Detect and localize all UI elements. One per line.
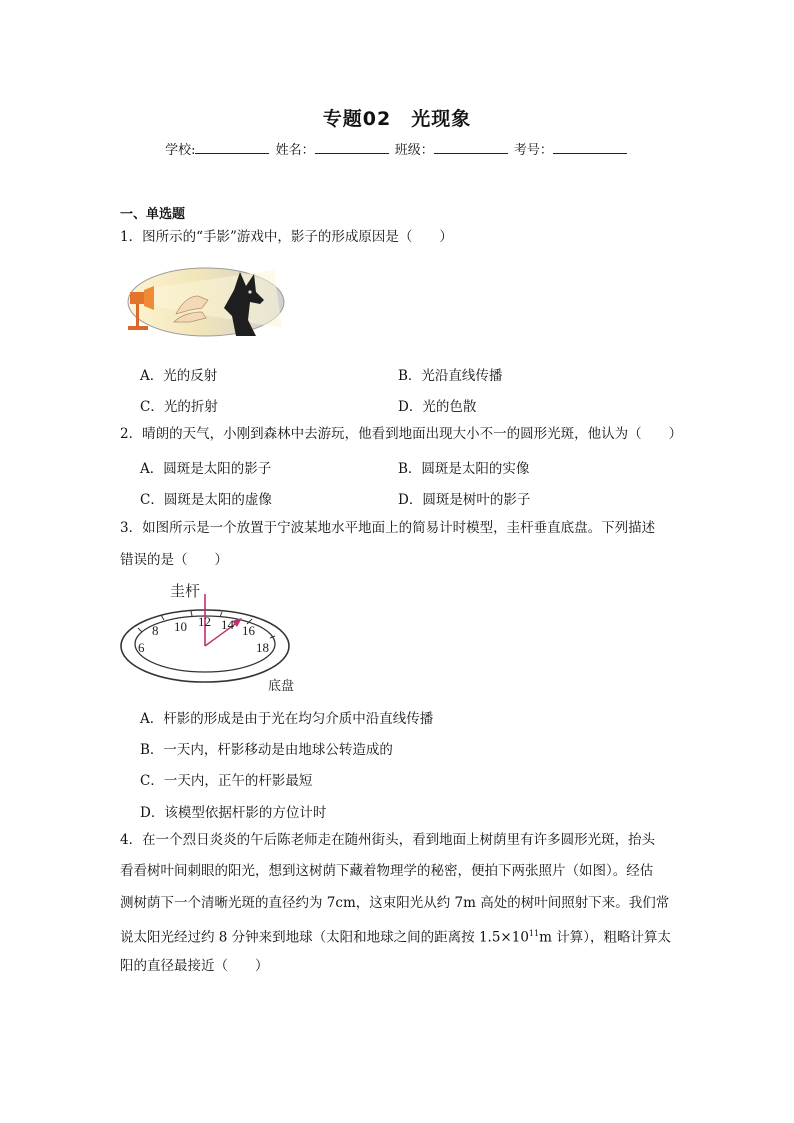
question-4-line-2: 看看树叶间刺眼的阳光，想到这树荫下藏着物理学的秘密，便拍下两张照片（如图）。经估 <box>120 863 654 879</box>
class-label: 班级： <box>394 143 434 158</box>
hour-label: 8 <box>152 623 159 638</box>
hour-label: 12 <box>198 614 211 629</box>
q3-option-d[interactable]: D．该模型依据杆影的方位计时 <box>140 805 327 821</box>
hour-label: 10 <box>174 619 187 634</box>
hour-label: 18 <box>256 640 269 655</box>
q1-option-b[interactable]: B．光沿直线传播 <box>398 368 503 384</box>
section-heading: 一、单选题 <box>120 207 186 222</box>
name-label: 姓名： <box>275 143 315 158</box>
hour-label: 6 <box>138 640 145 655</box>
q2-option-d[interactable]: D．圆斑是树叶的影子 <box>398 492 531 508</box>
q3-option-c[interactable]: C．一天内，正午的杆影最短 <box>140 773 313 789</box>
q4-exponent: 11 <box>528 929 540 938</box>
q4-line-4-text-b: m 计算），粗略计算太 <box>539 929 671 946</box>
q2-option-a[interactable]: A．圆斑是太阳的影子 <box>140 461 272 477</box>
q2-option-b[interactable]: B．圆斑是太阳的实像 <box>398 461 530 477</box>
question-2-text: 2．晴朗的天气，小刚到森林中去游玩，他看到地面出现大小不一的圆形光斑，他认为（ ） <box>120 426 683 442</box>
school-blank[interactable] <box>195 141 269 154</box>
q3-option-b[interactable]: B．一天内，杆影移动是由地球公转造成的 <box>140 742 393 758</box>
q2-option-c[interactable]: C．圆斑是太阳的虚像 <box>140 492 272 508</box>
pole-label: 圭杆 <box>170 582 201 600</box>
hand-shadow-image <box>124 266 286 342</box>
base-label: 底盘 <box>268 679 295 694</box>
name-blank[interactable] <box>315 141 389 154</box>
hour-label: 14 <box>221 617 234 632</box>
hour-label: 16 <box>242 623 255 638</box>
question-1-text: 1．图所示的“手影”游戏中，影子的形成原因是（ ） <box>120 229 453 245</box>
question-3-line-1: 3．如图所示是一个放置于宁波某地水平地面上的简易计时模型，圭杆垂直底盘。下列描述 <box>120 520 656 536</box>
question-4-line-4 <box>120 921 680 951</box>
school-label: 学校: <box>165 143 196 158</box>
page-title: 专题02 光现象 <box>322 108 472 130</box>
q1-option-a[interactable]: A．光的反射 <box>140 368 218 384</box>
sundial-diagram <box>118 580 318 696</box>
q1-option-c[interactable]: C．光的折射 <box>140 399 218 415</box>
question-3-line-2: 错误的是（ ） <box>120 552 228 568</box>
student-info-line <box>0 139 794 158</box>
question-4-line-5: 阳的直径最接近（ ） <box>120 958 269 974</box>
q3-option-a[interactable]: A．杆影的形成是由于光在均匀介质中沿直线传播 <box>140 711 434 727</box>
number-blank[interactable] <box>553 141 627 154</box>
question-4-line-1: 4．在一个烈日炎炎的午后陈老师走在随州街头，看到地面上树荫里有许多圆形光斑，抬头 <box>120 832 656 848</box>
q4-line-4-text-a: 说太阳光经过约 8 分钟来到地球（太阳和地球之间的距离按 1.5×10 <box>120 929 529 946</box>
class-blank[interactable] <box>434 141 508 154</box>
question-4-line-3: 测树荫下一个清晰光斑的直径约为 7cm，这束阳光从约 7m 高处的树叶间照射下来。我们常 <box>120 895 670 911</box>
number-label: 考号： <box>513 143 553 158</box>
q1-option-d[interactable]: D．光的色散 <box>398 399 477 415</box>
